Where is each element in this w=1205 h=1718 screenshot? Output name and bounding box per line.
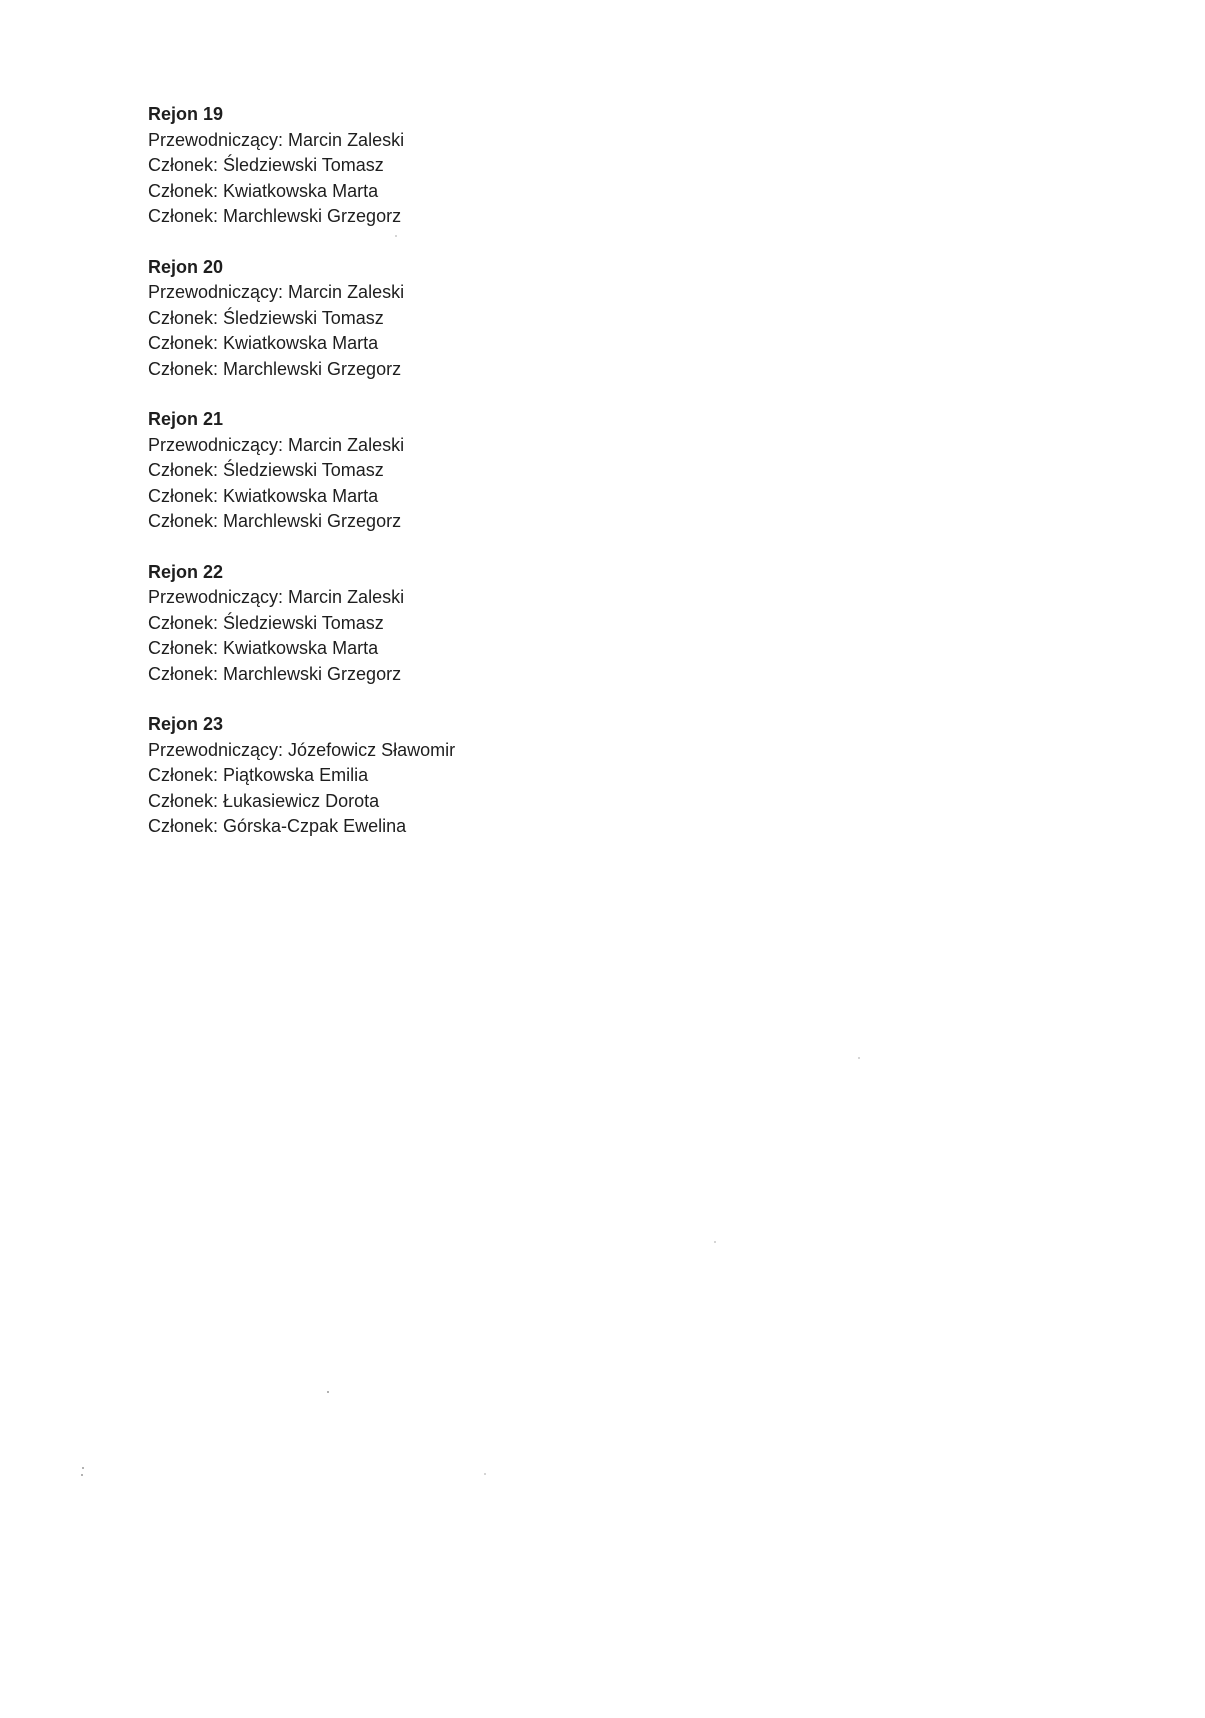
scan-speck	[81, 1474, 83, 1476]
region-19	[148, 102, 848, 230]
chairman-line: Przewodniczący: Marcin Zaleski	[148, 434, 405, 455]
region-21	[148, 407, 848, 535]
region-20	[148, 255, 848, 383]
member-line: Członek: Marchlewski Grzegorz	[148, 358, 402, 379]
scan-speck	[82, 1467, 84, 1469]
member-line: Członek: Kwiatkowska Marta	[148, 638, 379, 658]
member-line: Członek: Marchlewski Grzegorz	[148, 511, 402, 531]
member-line: Członek: Kwiatkowska Marta	[148, 180, 379, 201]
chairman-line: Przewodniczący: Marcin Zaleski	[148, 587, 405, 607]
member-line: Członek: Górska-Czpak Ewelina	[148, 816, 407, 836]
member-line: Członek: Śledziewski Tomasz	[148, 612, 384, 633]
member-line: Członek: Marchlewski Grzegorz	[148, 663, 402, 684]
member-line: Członek: Śledziewski Tomasz	[148, 307, 384, 328]
region-title: Rejon 19	[148, 104, 224, 124]
member-line: Członek: Kwiatkowska Marta	[148, 333, 379, 353]
scan-speck	[858, 1057, 860, 1059]
member-line: Członek: Kwiatkowska Marta	[148, 485, 379, 506]
member-line: Członek: Śledziewski Tomasz	[148, 460, 384, 480]
scan-speck	[714, 1241, 716, 1243]
member-line: Członek: Śledziewski Tomasz	[148, 155, 384, 175]
member-line: Członek: Łukasiewicz Dorota	[148, 790, 380, 811]
member-line: Członek: Piątkowska Emilia	[148, 765, 369, 785]
chairman-line: Przewodniczący: Józefowicz Sławomir	[148, 739, 456, 760]
region-title: Rejon 20	[148, 256, 224, 277]
region-23	[148, 712, 848, 840]
region-title: Rejon 22	[148, 561, 224, 582]
committee-list	[148, 102, 848, 865]
region-22	[148, 560, 848, 688]
chairman-line: Przewodniczący: Marcin Zaleski	[148, 282, 405, 302]
member-line: Członek: Marchlewski Grzegorz	[148, 206, 402, 226]
region-title: Rejon 21	[148, 409, 224, 429]
scan-speck	[484, 1473, 486, 1475]
scan-speck	[395, 235, 397, 237]
region-title: Rejon 23	[148, 714, 224, 734]
chairman-line: Przewodniczący: Marcin Zaleski	[148, 129, 405, 150]
scan-speck	[327, 1391, 329, 1393]
